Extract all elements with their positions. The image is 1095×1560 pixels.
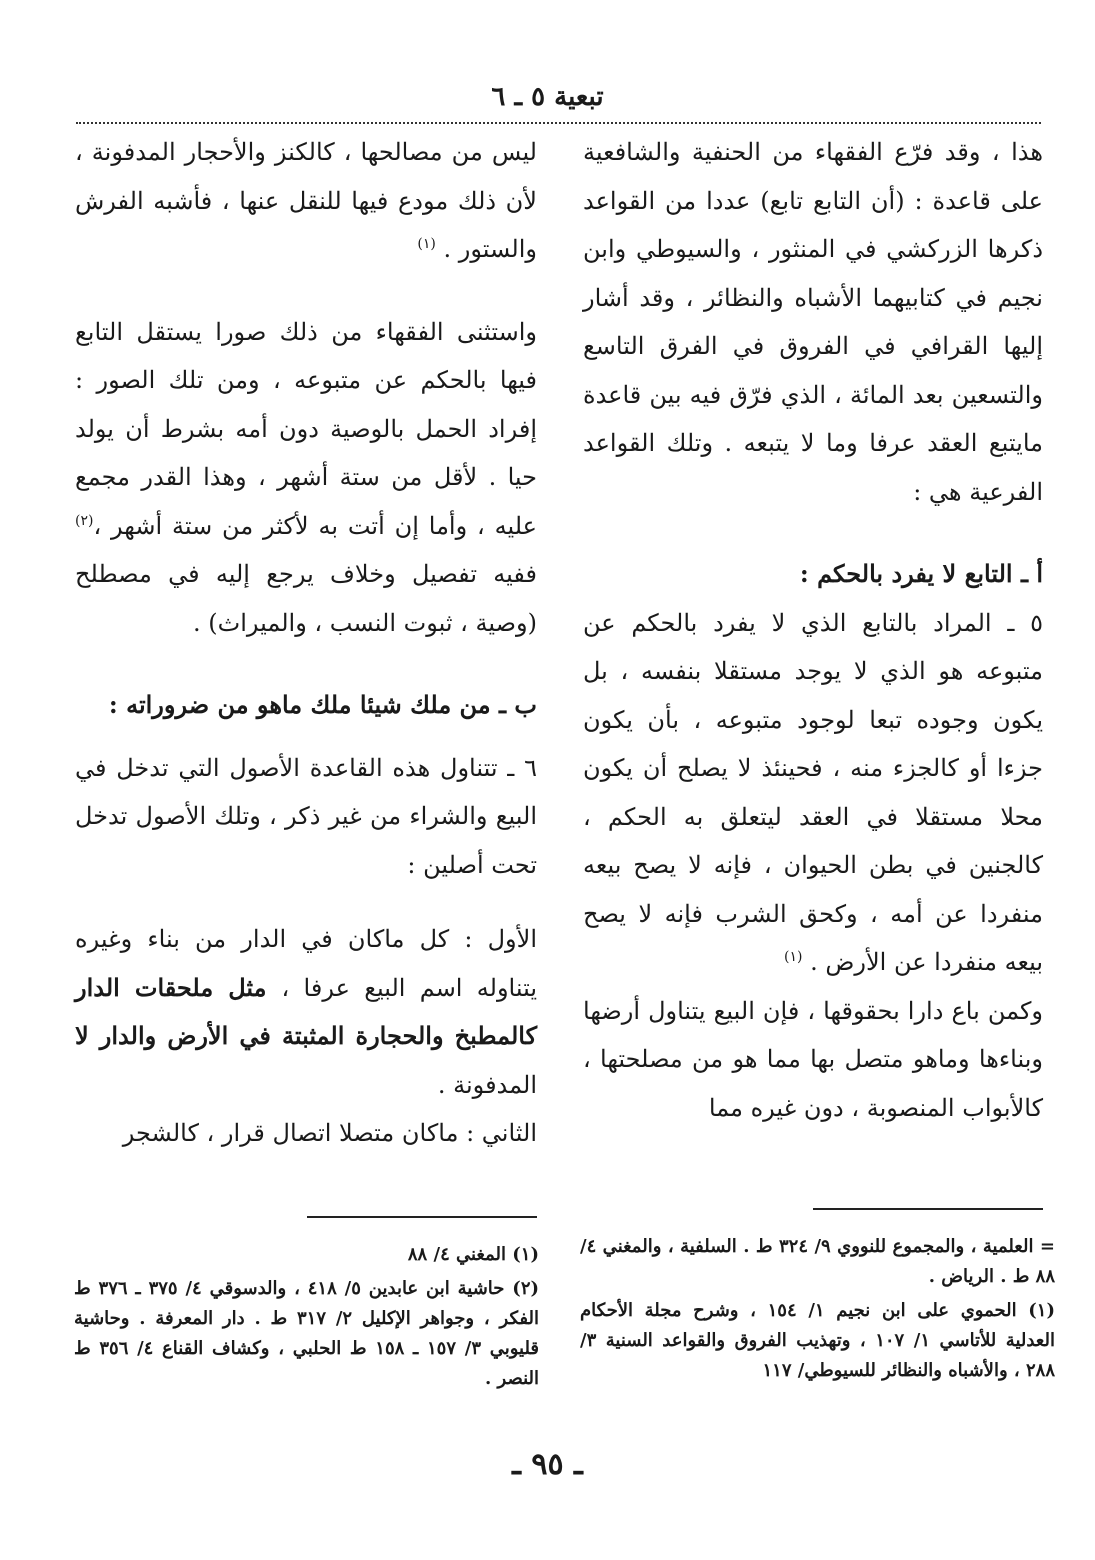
footnote-item: = العلمية ، والمجموع للنووي ٩/ ٣٢٤ ط . السلفية ، والمغني ٤/ ٨٨ ط . الرياض . <box>580 1236 1056 1287</box>
footnotes-left <box>74 1240 539 1398</box>
paragraph-kaman: وكمن باع دارا بحقوقها ، فإن البيع يتناول أرضها وبناءها وماهو متصل بها مما هو من مصلحتها ، كالأبواب المنصوبة ، دون غيره مما <box>583 996 1043 1122</box>
footnote-ref: (١) <box>783 949 803 965</box>
first-principle-text-b: مثل ملحقات الدار كالمطبخ والحجارة المثبتة في الأرض والدار لا <box>75 972 537 1050</box>
second-principle-paragraph: الثاني : ماكان متصلا اتصال قرار ، كالشجر <box>122 1119 537 1147</box>
intro-paragraph: هذا ، وقد فرّع الفقهاء من الحنفية والشافعية على قاعدة : (أن التابع تابع) عددا من القواعد ذكرها الزركشي في المنثور ، والسيوطي وابن نجيم في كتابيهما الأشباه والنظائر ، وقد أشار إليها القرافي في الفروق في الفرق التاسع والتسعين بعد المائة ، الذي فرّق فيه بين قاعدة مايتبع العقد عرفا وما لا يتبعه . وتلك القواعد الفرعية هي : <box>583 138 1043 506</box>
footnote-ref: (١) <box>417 236 436 252</box>
first-principle-text-a: الأول : كل ماكان في الدار من بناء وغيره يتناوله اسم البيع عرفا ، <box>75 925 538 1002</box>
right-column <box>583 128 1043 1132</box>
footnote-item: (١) الحموي على ابن نجيم ١/ ١٥٤ ، وشرح مجلة الأحكام العدلية للأتاسي ١/ ١٠٧ ، وتهذيب الفروق والقواعد السنية ٣/ ٢٨٨ ، والأشباه والنظائر للسيوطي/ ١١٧ <box>580 1300 1055 1381</box>
spacer <box>75 647 537 681</box>
istithna-paragraph <box>75 308 537 648</box>
section-heading-a: أ ـ التابع لا يفرد بالحكم : <box>799 559 1043 588</box>
footnote-item: (١) المغني ٤/ ٨٨ <box>407 1244 539 1265</box>
continuation-paragraph <box>75 128 537 274</box>
footnote-rule-left <box>307 1216 537 1218</box>
istithna-text-1: واستثنى الفقهاء من ذلك صورا يستقل التابع فيها بالحكم عن متبوعه ، ومن تلك الصور : إفراد الحمل بالوصية دون أمه بشرط أن يولد حيا . لأقل من ستة أشهر ، وهذا القدر مجمع عليه ، وأما إن أتت به لأكثر من ستة أشهر ، <box>75 317 537 540</box>
first-principle-paragraph <box>75 915 537 1109</box>
first-principle-text-c: المدفونة . <box>437 1070 537 1099</box>
spacer <box>75 274 537 308</box>
footnotes-right <box>580 1232 1055 1390</box>
running-header: تبعية ٥ ـ ٦ <box>491 82 604 112</box>
paragraph-5-text: ٥ ـ المراد بالتابع الذي لا يفرد بالحكم عن متبوعه هو الذي لا يوجد مستقلا بنفسه ، بل يكون وجوده تبعا لوجود متبوعه ، بأن يكون جزءا أو كالجزء منه ، فحينئذ لا يصلح أن يكون محلا مستقلا في العقد ليتعلق به الحكم ، كالجنين في بطن الحيوان ، فإنه لا يصح بيعه منفردا عن أمه ، وكحق الشرب فإنه لا يصح بيعه منفردا عن الأرض . <box>583 608 1043 976</box>
istithna-text-2: ففيه تفصيل وخلاف يرجع إليه في مصطلح (وصية ، ثبوت النسب ، والميراث) . <box>75 560 537 637</box>
paragraph-6: ٦ ـ تتناول هذه القاعدة الأصول التي تدخل في البيع والشراء من غير ذكر ، وتلك الأصول تدخل تحت أصلين : <box>75 753 537 879</box>
left-column <box>75 128 537 1158</box>
footnote-ref: (٢) <box>75 512 94 529</box>
section-heading-b: ب ـ من ملك شيئا ملك ماهو من ضروراته : <box>108 690 537 719</box>
header-dotted-rule <box>76 122 1041 124</box>
continuation-text: ليس من مصالحها ، كالكنز والأحجار المدفونة ، لأن ذلك مودع فيها للنقل عنها ، فأشبه الفرش والستور . <box>75 138 537 263</box>
spacer <box>75 889 537 915</box>
spacer <box>583 516 1043 550</box>
footnote-item: (٢) حاشية ابن عابدين ٥/ ٤١٨ ، والدسوقي ٤/ ٣٧٥ ـ ٣٧٦ ط الفكر ، وجواهر الإكليل ٢/ ٣١٧ ط . دار المعرفة . وحاشية قليوبي ٣/ ١٥٧ ـ ١٥٨ ط الحلبي ، وكشاف القناع ٤/ ٣٥٦ ط النصر . <box>74 1278 540 1389</box>
page-number: ـ ٩٥ ـ <box>512 1447 583 1482</box>
spacer <box>75 730 537 744</box>
paragraph-5 <box>583 599 1043 987</box>
footnote-rule-right <box>813 1208 1043 1210</box>
